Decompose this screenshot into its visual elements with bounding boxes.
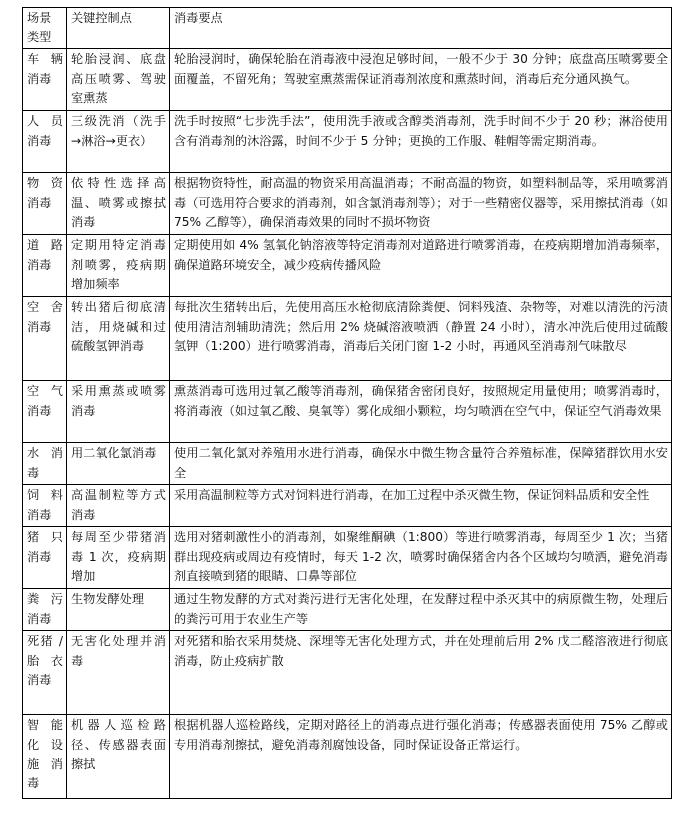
scene-cell: 空气消毒 [23,381,67,443]
table-row [23,49,672,111]
control-cell: 轮胎浸润、底盘高压喷雾、驾驶室熏蒸 [67,49,170,111]
table-row [23,527,672,589]
table-header-row [23,8,672,49]
scene-cell: 人员消毒 [23,111,67,173]
control-cell: 定期用特定消毒剂喷雾，疫病期增加频率 [67,235,170,297]
control-cell: 采用熏蒸或喷雾消毒 [67,381,170,443]
points-cell: 根据物资特性，耐高温的物资采用高温消毒；不耐高温的物资，如塑料制品等，采用喷雾消毒（可选用符合要求的消毒剂，如含氯消毒剂等）；对于一些精密仪器等，采用擦拭消毒（如 75% 乙醇等），确保消毒效果的同时不损坏物资 [170,173,672,235]
scene-cell: 水消毒 [23,443,67,485]
control-cell: 每周至少带猪消毒 1 次，疫病期增加 [67,527,170,589]
points-cell: 采用高温制粒等方式对饲料进行消毒，在加工过程中杀灭微生物，保证饲料品质和安全性 [170,485,672,527]
control-cell: 三级洗消（洗手→淋浴→更衣） [67,111,170,173]
control-cell: 用二氧化氯消毒 [67,443,170,485]
scene-cell: 粪污消毒 [23,589,67,631]
table-row [23,297,672,381]
table-row [23,631,672,715]
table-row [23,173,672,235]
table-row [23,715,672,799]
points-cell: 通过生物发酵的方式对粪污进行无害化处理，在发酵过程中杀灭其中的病原微生物，处理后的粪污可用于农业生产等 [170,589,672,631]
control-cell: 转出猪后彻底清洁，用烧碱和过硫酸氢钾消毒 [67,297,170,381]
control-cell: 依特性选择高温、喷雾或擦拭消毒 [67,173,170,235]
points-cell: 熏蒸消毒可选用过氧乙酸等消毒剂，确保猪舍密闭良好，按照规定用量使用；喷雾消毒时，将消毒液（如过氧乙酸、臭氧等）雾化成细小颗粒，均匀喷洒在空气中，保证空气消毒效果 [170,381,672,443]
scene-cell: 道路消毒 [23,235,67,297]
scene-cell: 物资消毒 [23,173,67,235]
header-scene-type: 场景类型 [23,8,67,49]
scene-cell: 猪只消毒 [23,527,67,589]
points-cell: 根据机器人巡检路线，定期对路径上的消毒点进行强化消毒；传感器表面使用 75% 乙醇或专用消毒剂擦拭，避免消毒剂腐蚀设备，同时保证设备正常运行。 [170,715,672,799]
scene-cell: 智能化设施消毒 [23,715,67,799]
control-cell: 高温制粒等方式消毒 [67,485,170,527]
scene-cell: 死猪 / 胎衣消毒 [23,631,67,715]
points-cell: 洗手时按照“七步洗手法”，使用洗手液或含醇类消毒剂，洗手时间不少于 20 秒；淋浴使用含有消毒剂的沐浴露，时间不少于 5 分钟；更换的工作服、鞋帽等需定期消毒。 [170,111,672,173]
header-disinfection-points: 消毒要点 [170,8,672,49]
table-row [23,381,672,443]
table-row [23,589,672,631]
control-cell: 无害化处理并消毒 [67,631,170,715]
header-key-control: 关键控制点 [67,8,170,49]
points-cell: 对死猪和胎衣采用焚烧、深埋等无害化处理方式，并在处理前后用 2% 戊二醛溶液进行彻底消毒，防止疫病扩散 [170,631,672,715]
control-cell: 生物发酵处理 [67,589,170,631]
points-cell: 使用二氧化氯对养殖用水进行消毒，确保水中微生物含量符合养殖标准，保障猪群饮用水安全 [170,443,672,485]
table-row [23,111,672,173]
table-row [23,235,672,297]
scene-cell: 饲料消毒 [23,485,67,527]
scene-cell: 空舍消毒 [23,297,67,381]
disinfection-table [22,7,672,799]
points-cell: 定期使用如 4% 氢氧化钠溶液等特定消毒剂对道路进行喷雾消毒，在疫病期增加消毒频率，确保道路环境安全，减少疫病传播风险 [170,235,672,297]
table-row [23,443,672,485]
points-cell: 选用对猪刺激性小的消毒剂，如聚维酮碘（1:800）等进行喷雾消毒，每周至少 1 次；当猪群出现疫病或周边有疫情时，每天 1-2 次，喷雾时确保猪舍内各个区域均匀喷洒，避免消毒剂直接喷到猪的眼睛、口鼻等部位 [170,527,672,589]
control-cell: 机器人巡检路径、传感器表面擦拭 [67,715,170,799]
scene-cell: 车辆消毒 [23,49,67,111]
table-row [23,485,672,527]
points-cell: 每批次生猪转出后，先使用高压水枪彻底清除粪便、饲料残渣、杂物等，对难以清洗的污渍使用清洁剂辅助清洗；然后用 2% 烧碱溶液喷洒（静置 24 小时），清水冲洗后使用过硫酸氢钾（1:200）进行喷雾消毒，消毒后关闭门窗 1-2 小时，再通风至消毒剂气味散尽 [170,297,672,381]
points-cell: 轮胎浸润时，确保轮胎在消毒液中浸泡足够时间，一般不少于 30 分钟；底盘高压喷雾要全面覆盖，不留死角；驾驶室熏蒸需保证消毒剂浓度和熏蒸时间，消毒后充分通风换气。 [170,49,672,111]
